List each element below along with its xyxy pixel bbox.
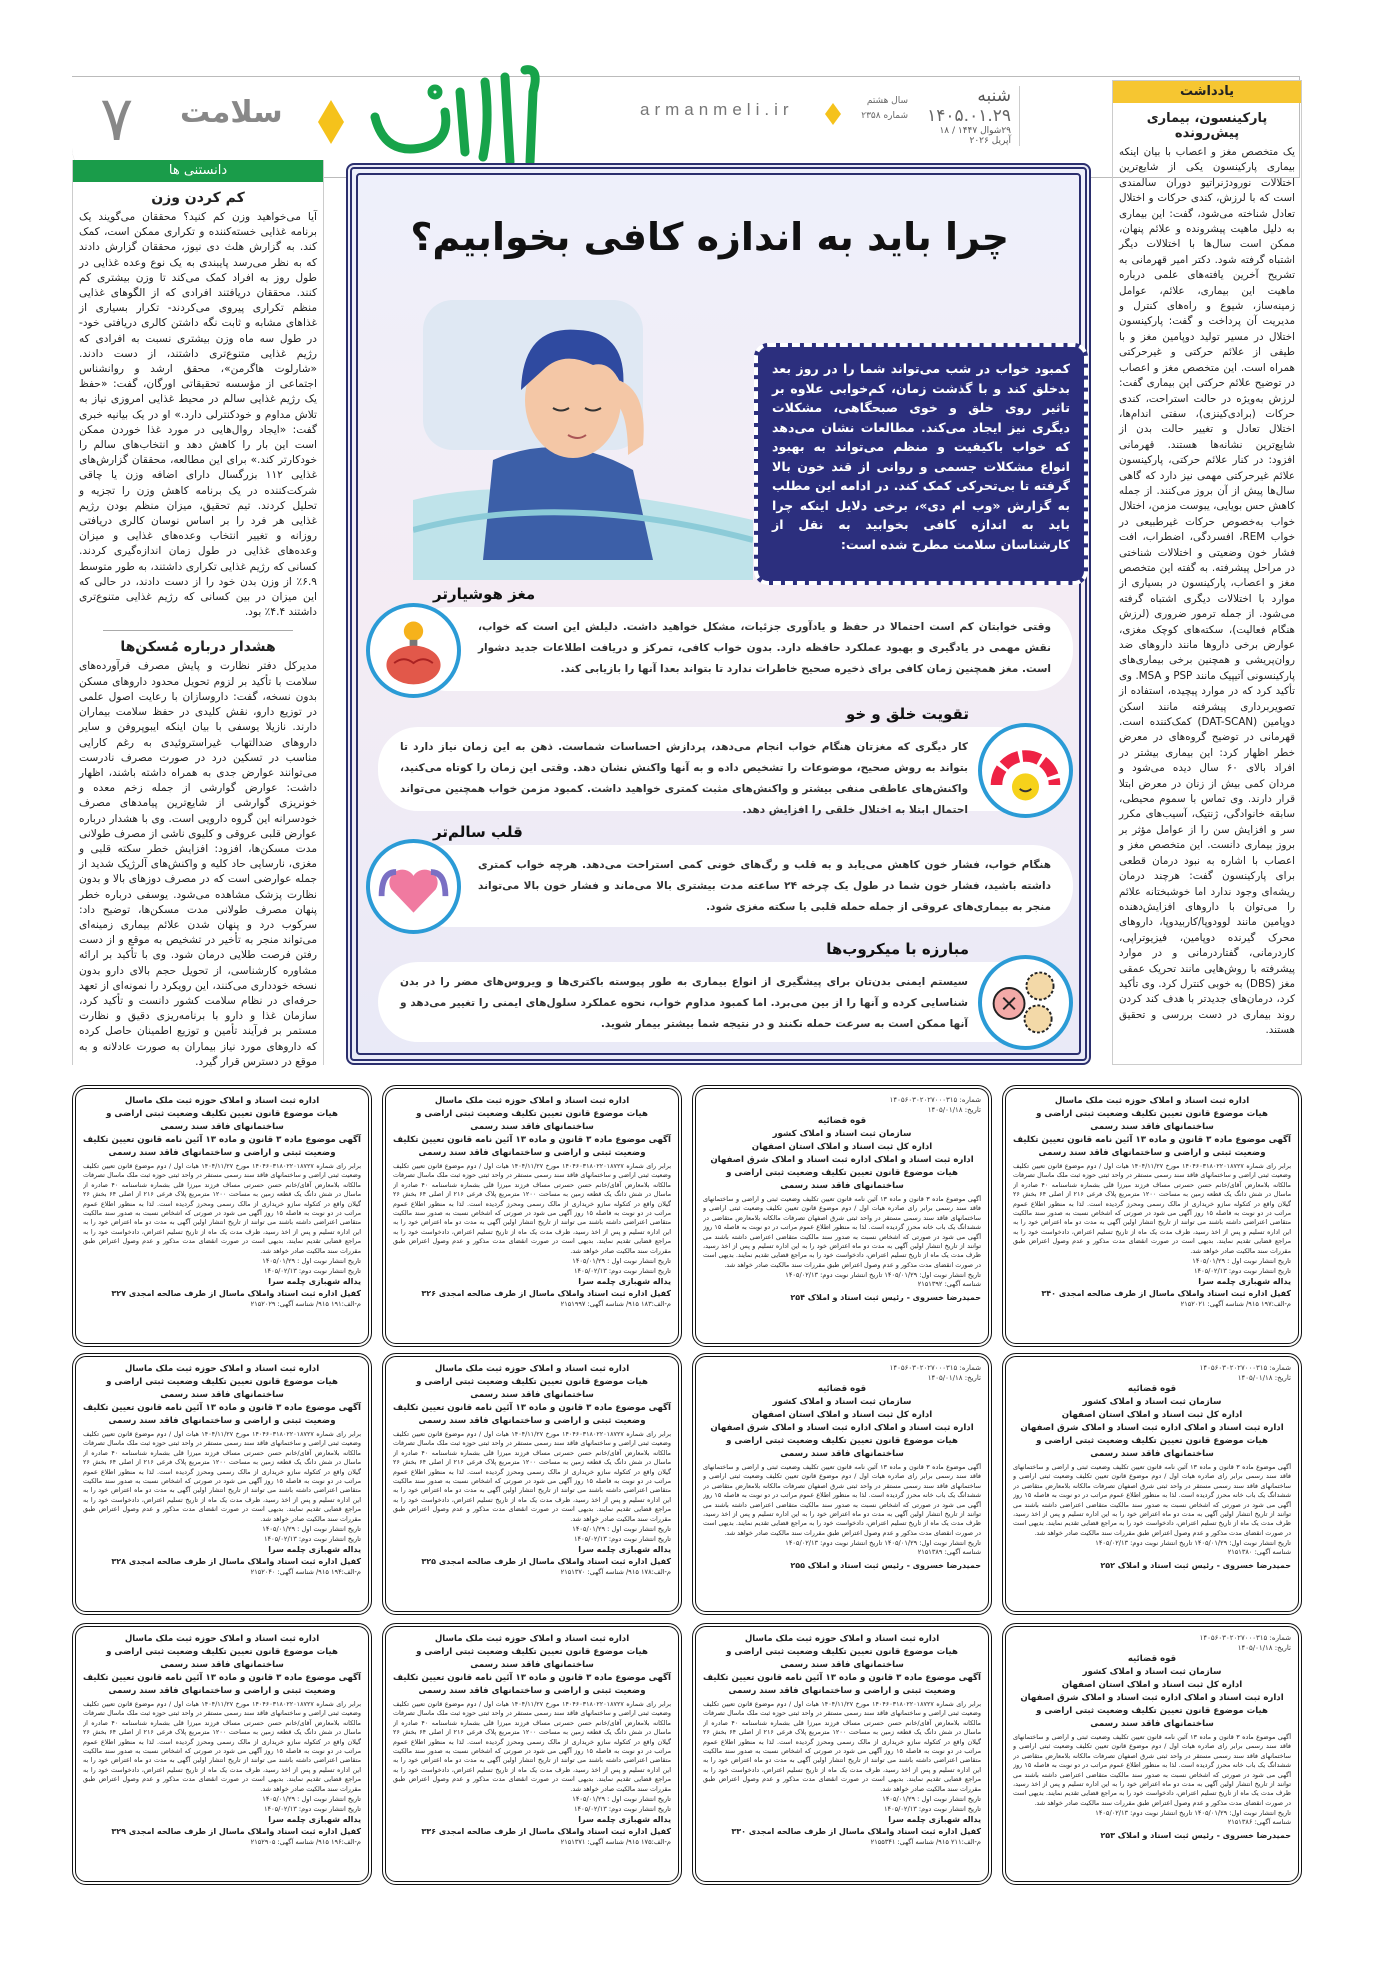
notice-code: ۳۲۹ [111, 1827, 127, 1837]
notice-heading: قوه قضائیه [817, 1116, 867, 1126]
notice-body: برابر رای شماره ۱۴۰۴۶۰۳۱۸۰۲۲۰۱۸۷۲۷ مورخ ۱۴۰۴/۱۱/۲۷ هیات اول / دوم موضوع قانون تعیین تکلیف وضعیت ثبتی اراضی و ساختمانهای فاقد سند رسمی مستقر در واحد ثبتی حوزه ثبت ملک ماسال تصرفات مالکانه بلامعارض آقای/خانم حسن حسرتی مساف فرزند میرزا قلی بشماره شناسنامه ۴۰ صادره از ماسال در شش دانگ یک قطعه زمین به مساحت ۱۲۰۰ مترمربع پلاک فرعی ۲۱۶ از اصلی ۶۴ بخش ۲۶ گیلان واقع در کتکوله سازو خریداری از مالک رسمی ومحرز گردیده است. لذا به منظور اطلاع عموم مراتب در دو نوبت به فاصله ۱۵ روز آگهی می شود در صورتی که اشخاص نسبت به صدور سند مالکیت متقاضی اعتراضی داشته باشند می توانند از تاریخ انتشار اولین آگهی به مدت دو ماه اعتراض خود را به این اداره تسلیم و پس از اخذ رسید، ظرف مدت یک ماه از تاریخ تسلیم اعتراض، دادخواست خود را به مراجع قضایی تقدیم نمایند. بدیهی است در صورت انقضای مدت مذکور و عدم وصول اعتراض طبق مقررات سند مالکیت صادر خواهد شد. [83, 1162, 361, 1255]
infographic [346, 163, 1091, 1065]
notice-heading: اداره ثبت اسناد و املاک حوزه ثبت ملک ماسال [434, 1096, 630, 1106]
intro-box: کمبود خواب در شب می‌تواند شما را در روز بعد بدخلق کند و با گذشت زمان، کم‌خوابی علاوه بر تاثیر روی خلق و خوی صبحگاهی، مشکلات دیگری نیز ایجاد می‌کند. مطالعات نشان می‌دهد که خواب باکیفیت و منظم می‌تواند به بهبود انواع مشکلات جسمی و روانی از قند خون بالا گرفته تا بی‌تحرکی کمک کند. در ادامه این مطلب به گزارش «وب ام دی»، برخی دلایل اینکه چرا باید به اندازه کافی بخوابید به نقل از کارشناسان سلامت مطرح شده است: [754, 343, 1088, 585]
notice-heading: هیات موضوع قانون تعیین تکلیف وضعیت ثبتی اراضی و ساختمانهای فاقد سند رسمی [726, 1168, 958, 1191]
notice-code: ۳۲۵ [421, 1557, 437, 1567]
notice-heading: قوه قضائیه [817, 1384, 867, 1394]
publish-date-2: تاریخ انتشار نوبت دوم: ۱۴۰۵/۰۲/۱۳ [1194, 1267, 1291, 1276]
notice-body: آگهی موضوع ماده ۳ قانون و ماده ۱۳ آئین نامه قانون تعیین تکلیف وضعیت ثبتی و اراضی و ساختمانهای فاقد سند رسمی برابر رای صادره هیات اول / دوم موضوع قانون تعیین تکلیف وضعیت ثبتی اراضی و ساختمانهای فاقد سند رسمی مستقر در واحد ثبتی شرق اصفهان تصرفات مالکانه بلامعارض متقاضی در ششدانگ یک باب خانه محرز گردیده است. لذا به منظور اطلاع عموم مراتب در دو نوبت به فاصله ۱۵ روز آگهی می شود در صورتی که اشخاص نسبت به صدور سند مالکیت متقاضی اعتراضی داشته باشند می توانند از تاریخ انتشار اولین آگهی به مدت دو ماه اعتراض خود را به این اداره تسلیم و پس از اخذ رسید، ظرف مدت یک ماه از تاریخ تسلیم اعتراض، دادخواست خود را به مراجع قضایی تقدیم نمایند. بدیهی است در صورت انقضای مدت مذکور و عدم وصول اعتراض طبق مقررات سند مالکیت صادر خواهد شد. [1013, 1733, 1291, 1807]
notice-heading: اداره کل ثبت اسناد و املاک استان اصفهان [751, 1142, 933, 1152]
notice-heading: سازمان ثبت اسناد و املاک کشور [772, 1397, 912, 1407]
section-card: کار دیگری که مغزتان هنگام خواب انجام می‌دهد، پردازش احساسات شماست. ذهن به این زمان نیاز دارد تا بتواند به روش صحیح، موضوعات را تشخیص داده و به آنها واکنش نشان دهد. وقتی این زمان را کوتاه می‌کنید، واکنش‌های عاطفی منفی بیشتر و واکنش‌های مثبت کمتری خواهید داشت. کمبود مزمن خواب همچنین می‌تواند احتمال ابتلا به اختلال خلقی را افزایش دهد. [378, 727, 1038, 811]
signer-name: یداله شهبازی چلمه سرا [578, 1277, 671, 1287]
section-title: قلب سالم‌تر [433, 823, 523, 841]
signer-role: کفیل اداره ثبت اسناد واملاک ماسال از طرف صالحه امجدی [438, 1557, 671, 1567]
notice-heading: اداره ثبت اسناد و املاک حوزه ثبت ملک ماسال [744, 1634, 940, 1644]
infographic-title: چرا باید به اندازه کافی بخوابیم؟ [410, 215, 1009, 259]
legal-notice [382, 1353, 682, 1615]
notice-footer: م-الف:۱۹۱ ۹۱۵/ شناسه آگهی: ۲۱۵۲۰۲۹ [250, 1300, 361, 1309]
notice-heading: سازمان ثبت اسناد و املاک کشور [1082, 1667, 1222, 1677]
weekday: شنبه [977, 86, 1011, 106]
legal-notice [382, 1085, 682, 1347]
page-number: ۷ [100, 82, 134, 155]
legal-notice [692, 1085, 992, 1347]
publish-date-1: تاریخ انتشار نوبت اول : ۱۴۰۵/۰۱/۲۹ [262, 1795, 361, 1804]
article-title: پارکینسون، بیماری پیش‌رونده [1146, 111, 1268, 141]
notice-heading: قوه قضائیه [1127, 1654, 1177, 1664]
notice-body: برابر رای شماره ۱۴۰۴۶۰۳۱۸۰۲۲۰۱۸۷۲۷ مورخ ۱۴۰۴/۱۱/۲۷ هیات اول / دوم موضوع قانون تعیین تکلیف وضعیت ثبتی اراضی و ساختمانهای فاقد سند رسمی مستقر در واحد ثبتی حوزه ثبت ملک ماسال تصرفات مالکانه بلامعارض آقای/خانم حسن حسرتی مساف فرزند میرزا قلی بشماره شناسنامه ۴۰ صادره از ماسال در شش دانگ یک قطعه زمین به مساحت ۱۲۰۰ مترمربع پلاک فرعی ۲۱۶ از اصلی ۶۴ بخش ۲۶ گیلان واقع در کتکوله سازو خریداری از مالک رسمی ومحرز گردیده است. لذا به منظور اطلاع عموم مراتب در دو نوبت به فاصله ۱۵ روز آگهی می شود در صورتی که اشخاص نسبت به صدور سند مالکیت متقاضی اعتراضی داشته باشند می توانند از تاریخ انتشار اولین آگهی به مدت دو ماه اعتراض خود را به این اداره تسلیم و پس از اخذ رسید، ظرف مدت یک ماه از تاریخ تسلیم اعتراض، دادخواست خود را به مراجع قضایی تقدیم نمایند. بدیهی است در صورت انقضای مدت مذکور و عدم وصول اعتراض طبق مقررات سند مالکیت صادر خواهد شد. [393, 1700, 671, 1793]
notice-footer: م-الف:۲۱۱ ۹۱۵/ شناسه آگهی: ۲۱۵۵۳۴۱ [870, 1838, 981, 1847]
notice-heading: هیات موضوع قانون تعیین تکلیف وضعیت ثبتی اراضی و ساختمانهای فاقد سند رسمی [726, 1436, 958, 1459]
notice-heading: هیات موضوع قانون تعیین تکلیف وضعیت ثبتی اراضی و ساختمانهای فاقد سند رسمی [1036, 1706, 1268, 1729]
section-card: هنگام خواب، فشار خون کاهش می‌یابد و به قلب و رگ‌های خونی کمی استراحت می‌دهد. هرچه خواب کمتری داشته باشید، فشار خون شما در طول یک چرخه ۲۴ ساعته مدت بیشتری بالا می‌ماند و فشار خون بالا می‌تواند منجر به بیماری‌های عروقی از جمله حمله قلبی یا سکته مغزی شود. [408, 845, 1073, 927]
notice-heading: هیات موضوع قانون تعیین تکلیف وضعیت ثبتی اراضی و ساختمانهای فاقد سند رسمی [1036, 1109, 1268, 1132]
section-title: مبارزه با میکروب‌ها [826, 940, 969, 958]
notice-body: برابر رای شماره ۱۴۰۴۶۰۳۱۸۰۲۲۰۱۸۷۲۷ مورخ ۱۴۰۴/۱۱/۲۷ هیات اول / دوم موضوع قانون تعیین تکلیف وضعیت ثبتی اراضی و ساختمانهای فاقد سند رسمی مستقر در واحد ثبتی حوزه ثبت ملک ماسال تصرفات مالکانه بلامعارض آقای/خانم حسن حسرتی مساف فرزند میرزا قلی بشماره شناسنامه ۴۰ صادره از ماسال در شش دانگ یک قطعه زمین به مساحت ۱۲۰۰ مترمربع پلاک فرعی ۲۱۶ از اصلی ۶۴ بخش ۲۶ گیلان واقع در کتکوله سازو خریداری از مالک رسمی ومحرز گردیده است. لذا به منظور اطلاع عموم مراتب در دو نوبت به فاصله ۱۵ روز آگهی می شود در صورتی که اشخاص نسبت به صدور سند مالکیت متقاضی اعتراضی داشته باشند می توانند از تاریخ انتشار اولین آگهی به مدت دو ماه اعتراض خود را به این اداره تسلیم و پس از اخذ رسید، ظرف مدت یک ماه از تاریخ تسلیم اعتراض، دادخواست خود را به مراجع قضایی تقدیم نمایند. بدیهی است در صورت انقضای مدت مذکور و عدم وصول اعتراض طبق مقررات سند مالکیت صادر خواهد شد. [393, 1430, 671, 1523]
divider [103, 630, 293, 631]
notice-body: برابر رای شماره ۱۴۰۴۶۰۳۱۸۰۲۲۰۱۸۷۲۷ مورخ ۱۴۰۴/۱۱/۲۷ هیات اول / دوم موضوع قانون تعیین تکلیف وضعیت ثبتی اراضی و ساختمانهای فاقد سند رسمی مستقر در واحد ثبتی حوزه ثبت ملک ماسال تصرفات مالکانه بلامعارض آقای/خانم حسن حسرتی مساف فرزند میرزا قلی بشماره شناسنامه ۴۰ صادره از ماسال در شش دانگ یک قطعه زمین به مساحت ۱۲۰۰ مترمربع پلاک فرعی ۲۱۶ از اصلی ۶۴ بخش ۲۶ گیلان واقع در کتکوله سازو خریداری از مالک رسمی ومحرز گردیده است. لذا به منظور اطلاع عموم مراتب در دو نوبت به فاصله ۱۵ روز آگهی می شود در صورتی که اشخاص نسبت به صدور سند مالکیت متقاضی اعتراضی داشته باشند می توانند از تاریخ انتشار اولین آگهی به مدت دو ماه اعتراض خود را به این اداره تسلیم و پس از اخذ رسید، ظرف مدت یک ماه از تاریخ تسلیم اعتراض، دادخواست خود را به مراجع قضایی تقدیم نمایند. بدیهی است در صورت انقضای مدت مذکور و عدم وصول اعتراض طبق مقررات سند مالکیت صادر خواهد شد. [703, 1700, 981, 1793]
notice-heading: هیات موضوع قانون تعیین تکلیف وضعیت ثبتی اراضی و ساختمانهای فاقد سند رسمی [1036, 1436, 1268, 1459]
publish-date-2: تاریخ انتشار نوبت دوم: ۱۴۰۵/۰۲/۱۳ [264, 1267, 361, 1276]
ref-date: تاریخ: ۱۴۰۵/۰۱/۱۸ [927, 1374, 981, 1382]
notice-heading: آگهی موضوع ماده ۳ قانون و ماده ۱۳ آئین نامه قانون تعیین تکلیف وضعیت ثبتی و اراضی و ساختمانهای فاقد سند رسمی [393, 1135, 671, 1158]
notice-heading: آگهی موضوع ماده ۳ قانون و ماده ۱۳ آئین نامه قانون تعیین تکلیف وضعیت ثبتی و اراضی و ساختمانهای فاقد سند رسمی [83, 1673, 361, 1696]
notice-heading: آگهی موضوع ماده ۳ قانون و ماده ۱۳ آئین نامه قانون تعیین تکلیف وضعیت ثبتی و اراضی و ساختمانهای فاقد سند رسمی [393, 1403, 671, 1426]
section-name: سلامت [180, 95, 283, 130]
notice-footer: شناسه آگهی: ۲۱۵۱۳۸۹ [917, 1548, 981, 1557]
legal-notice [692, 1623, 992, 1885]
notice-code: ۳۳۶ [421, 1827, 437, 1837]
publish-date-1: تاریخ انتشار نوبت اول : ۱۴۰۵/۰۱/۲۹ [572, 1257, 671, 1266]
sleeping-man-illustration [413, 270, 753, 580]
publish-dates: تاریخ انتشار نوبت اول: ۱۴۰۵/۰۱/۲۹ تاریخ انتشار نوبت دوم: ۱۴۰۵/۰۲/۱۳ [1095, 1809, 1291, 1818]
notice-heading: اداره ثبت اسناد و املاک حوزه ثبت ملک ماسال [434, 1634, 630, 1644]
signer-role: کفیل اداره ثبت اسناد واملاک ماسال از طرف صالحه امجدی [748, 1827, 981, 1837]
legal-notice [1002, 1353, 1302, 1615]
notice-code: ۳۲۸ [111, 1557, 127, 1567]
date-block [920, 86, 1020, 146]
notice-heading: آگهی موضوع ماده ۳ قانون و ماده ۱۳ آئین نامه قانون تعیین تکلیف وضعیت ثبتی و اراضی و ساختمانهای فاقد سند رسمی [703, 1673, 981, 1696]
notice-heading: سازمان ثبت اسناد و املاک کشور [772, 1129, 912, 1139]
year-label: سال هشتم [866, 96, 908, 106]
ref-number: شماره: ۱۴۰۵۶۰۳۰۲۰۲۷۰۰۰۳۱۵ [1199, 1364, 1291, 1372]
notice-footer: م-الف:۱۹۴ ۹۱۵/ شناسه آگهی: ۲۱۵۲۰۴۰ [250, 1568, 361, 1577]
notice-body: آگهی موضوع ماده ۳ قانون و ماده ۱۳ آئین نامه قانون تعیین تکلیف وضعیت ثبتی و اراضی و ساختمانهای فاقد سند رسمی برابر رای صادره هیات اول / دوم موضوع قانون تعیین تکلیف وضعیت ثبتی اراضی و ساختمانهای فاقد سند رسمی مستقر در واحد ثبتی شرق اصفهان تصرفات مالکانه بلامعارض متقاضی در ششدانگ یک باب خانه محرز گردیده است. لذا به منظور اطلاع عموم مراتب در دو نوبت به فاصله ۱۵ روز آگهی می شود در صورتی که اشخاص نسبت به صدور سند مالکیت متقاضی اعتراضی داشته باشند می توانند از تاریخ انتشار اولین آگهی به مدت دو ماه اعتراض خود را به این اداره تسلیم و پس از اخذ رسید، ظرف مدت یک ماه از تاریخ تسلیم اعتراض، دادخواست خود را به مراجع قضایی تقدیم نمایند. بدیهی است در صورت انقضای مدت مذکور و عدم وصول اعتراض طبق مقررات سند مالکیت صادر خواهد شد. [703, 1195, 981, 1269]
notice-body: آگهی موضوع ماده ۳ قانون و ماده ۱۳ آئین نامه قانون تعیین تکلیف وضعیت ثبتی و اراضی و ساختمانهای فاقد سند رسمی برابر رای صادره هیات اول / دوم موضوع قانون تعیین تکلیف وضعیت ثبتی اراضی و ساختمانهای فاقد سند رسمی مستقر در واحد ثبتی شرق اصفهان تصرفات مالکانه بلامعارض متقاضی در ششدانگ یک باب خانه محرز گردیده است. لذا به منظور اطلاع عموم مراتب در دو نوبت به فاصله ۱۵ روز آگهی می شود در صورتی که اشخاص نسبت به صدور سند مالکیت متقاضی اعتراضی داشته باشند می توانند از تاریخ انتشار اولین آگهی به مدت دو ماه اعتراض خود را به این اداره تسلیم و پس از اخذ رسید، ظرف مدت یک ماه از تاریخ تسلیم اعتراض، دادخواست خود را به مراجع قضایی تقدیم نمایند. بدیهی است در صورت انقضای مدت مذکور و عدم وصول اعتراض طبق مقررات سند مالکیت صادر خواهد شد. [703, 1463, 981, 1537]
notice-heading: اداره ثبت اسناد و املاک حوزه ثبت ملک ماسال [434, 1364, 630, 1374]
legal-notice [692, 1353, 992, 1615]
signer-name: حمیدرضا خسروی - رئیس ثبت اسناد و املاک [1117, 1831, 1291, 1841]
section-title: مغز هوشیارتر [433, 585, 536, 603]
notice-heading: هیات موضوع قانون تعیین تکلیف وضعیت ثبتی اراضی و ساختمانهای فاقد سند رسمی [106, 1377, 338, 1400]
publish-date-2: تاریخ انتشار نوبت دوم: ۱۴۰۵/۰۲/۱۳ [884, 1805, 981, 1814]
strong-heart-icon [366, 839, 461, 934]
notice-body: برابر رای شماره ۱۴۰۴۶۰۳۱۸۰۲۲۰۱۸۷۲۷ مورخ ۱۴۰۴/۱۱/۲۷ هیات اول / دوم موضوع قانون تعیین تکلیف وضعیت ثبتی اراضی و ساختمانهای فاقد سند رسمی مستقر در واحد ثبتی حوزه ثبت ملک ماسال تصرفات مالکانه بلامعارض آقای/خانم حسن حسرتی مساف فرزند میرزا قلی بشماره شناسنامه ۴۰ صادره از ماسال در شش دانگ یک قطعه زمین به مساحت ۱۲۰۰ مترمربع پلاک فرعی ۲۱۶ از اصلی ۶۴ بخش ۲۶ گیلان واقع در کتکوله سازو خریداری از مالک رسمی ومحرز گردیده است. لذا به منظور اطلاع عموم مراتب در دو نوبت به فاصله ۱۵ روز آگهی می شود در صورتی که اشخاص نسبت به صدور سند مالکیت متقاضی اعتراضی داشته باشند می توانند از تاریخ انتشار اولین آگهی به مدت دو ماه اعتراض خود را به این اداره تسلیم و پس از اخذ رسید، ظرف مدت یک ماه از تاریخ تسلیم اعتراض، دادخواست خود را به مراجع قضایی تقدیم نمایند. بدیهی است در صورت انقضای مدت مذکور و عدم وصول اعتراض طبق مقررات سند مالکیت صادر خواهد شد. [1013, 1162, 1291, 1255]
signer-role: کفیل اداره ثبت اسناد واملاک ماسال از طرف صالحه امجدی [438, 1827, 671, 1837]
notice-heading: اداره ثبت اسناد و املاک حوزه ثبت ملک ماسال [1054, 1096, 1250, 1106]
logo-calligraphy-icon [365, 62, 545, 172]
notice-body: آگهی موضوع ماده ۳ قانون و ماده ۱۳ آئین نامه قانون تعیین تکلیف وضعیت ثبتی و اراضی و ساختمانهای فاقد سند رسمی برابر رای صادره هیات اول / دوم موضوع قانون تعیین تکلیف وضعیت ثبتی اراضی و ساختمانهای فاقد سند رسمی مستقر در واحد ثبتی شرق اصفهان تصرفات مالکانه بلامعارض متقاضی در ششدانگ یک باب خانه محرز گردیده است. لذا به منظور اطلاع عموم مراتب در دو نوبت به فاصله ۱۵ روز آگهی می شود در صورتی که اشخاص نسبت به صدور سند مالکیت متقاضی اعتراضی داشته باشند می توانند از تاریخ انتشار اولین آگهی به مدت دو ماه اعتراض خود را به این اداره تسلیم و پس از اخذ رسید، ظرف مدت یک ماه از تاریخ تسلیم اعتراض، دادخواست خود را به مراجع قضایی تقدیم نمایند. بدیهی است در صورت انقضای مدت مذکور و عدم وصول اعتراض طبق مقررات سند مالکیت صادر خواهد شد. [1013, 1463, 1291, 1537]
notice-code: ۲۵۲ [1100, 1561, 1115, 1571]
notice-heading: هیات موضوع قانون تعیین تکلیف وضعیت ثبتی اراضی و ساختمانهای فاقد سند رسمی [726, 1647, 958, 1670]
notice-heading: هیات موضوع قانون تعیین تکلیف وضعیت ثبتی اراضی و ساختمانهای فاقد سند رسمی [416, 1109, 648, 1132]
signer-role: کفیل اداره ثبت اسناد واملاک ماسال از طرف صالحه امجدی [128, 1289, 361, 1299]
notice-body: برابر رای شماره ۱۴۰۴۶۰۳۱۸۰۲۲۰۱۸۷۲۷ مورخ ۱۴۰۴/۱۱/۲۷ هیات اول / دوم موضوع قانون تعیین تکلیف وضعیت ثبتی اراضی و ساختمانهای فاقد سند رسمی مستقر در واحد ثبتی حوزه ثبت ملک ماسال تصرفات مالکانه بلامعارض آقای/خانم حسن حسرتی مساف فرزند میرزا قلی بشماره شناسنامه ۴۰ صادره از ماسال در شش دانگ یک قطعه زمین به مساحت ۱۲۰۰ مترمربع پلاک فرعی ۲۱۶ از اصلی ۶۴ بخش ۲۶ گیلان واقع در کتکوله سازو خریداری از مالک رسمی ومحرز گردیده است. لذا به منظور اطلاع عموم مراتب در دو نوبت به فاصله ۱۵ روز آگهی می شود در صورتی که اشخاص نسبت به صدور سند مالکیت متقاضی اعتراضی داشته باشند می توانند از تاریخ انتشار اولین آگهی به مدت دو ماه اعتراض خود را به این اداره تسلیم و پس از اخذ رسید، ظرف مدت یک ماه از تاریخ تسلیم اعتراض، دادخواست خود را به مراجع قضایی تقدیم نمایند. بدیهی است در صورت انقضای مدت مذکور و عدم وصول اعتراض طبق مقررات سند مالکیت صادر خواهد شد. [83, 1430, 361, 1523]
website-url[interactable]: armanmeli.ir [640, 100, 794, 119]
notice-footer: شناسه آگهی: ۲۱۵۱۳۸۰ [1227, 1548, 1291, 1557]
notice-code: ۳۳۰ [731, 1827, 747, 1837]
notice-code: ۳۴۰ [1041, 1289, 1057, 1299]
brain-lightbulb-icon [366, 603, 461, 698]
signer-name: یداله شهبازی چلمه سرا [888, 1815, 981, 1825]
notice-footer: م-الف:۱۷۸ ۹۱۵/ شناسه آگهی: ۲۱۵۱۳۷۰ [560, 1568, 671, 1577]
legal-notice [1002, 1085, 1302, 1347]
publish-date-2: تاریخ انتشار نوبت دوم: ۱۴۰۵/۰۲/۱۳ [574, 1267, 671, 1276]
article-body: مدیرکل دفتر نظارت و پایش مصرف فرآورده‌های سلامت با تأکید بر لزوم تحویل محدود داروهای مسکن بدون نسخه، گفت: داروسازان با رعایت اصول علمی در توزیع دارو، نقش کلیدی در حفظ سلامت بیماران دارند. نازیلا یوسفی با بیان اینکه ایبوپروفن و سایر داروهای ضدالتهاب غیراستروئیدی به رغم کارایی مناسب در تسکین درد در صورت مصرف نادرست می‌توانند عوارض جدی به همراه داشته باشند، اظهار داشت: عوارض گوارشی از جمله زخم معده و خونریزی گوارشی از شایع‌ترین پیامدهای مصرف خودسرانه این گروه دارویی است. وی با هشدار درباره عوارض قلبی عروقی و کلیوی ناشی از مصرف طولانی مدت مسکن‌ها، افزود: افزایش خطر سکته قلبی و مغزی، نارسایی حاد کلیه و واکنش‌های آلرژیک شدید از جمله عوارضی است که در مصرف دوزهای بالا و بدون نظارت پزشک مشاهده می‌شود. یوسفی درباره خطر پنهان مصرف طولانی مدت مسکن‌ها، توضیح داد: سرکوب درد و پنهان شدن علائم بیماری زمینه‌ای می‌تواند منجر به تأخیر در تشخیص به موقع و از دست رفتن فرصت طلایی درمان شود. وی با تأکید بر ارائه مشاوره کارشناسی، از تحویل حجم بالای دارو بدون نسخه خودداری می‌کنند، این رویکرد را نمونه‌ای از تعهد حرفه‌ای در نظام سلامت کشور دانست و تأکید کرد، سازمان غذا و دارو با برنامه‌ریزی دقیق و نظارت مستمر بر فرآیند تأمین و توزیع اطمینان حاصل کرده که داروهای مورد نیاز بیماران به صورت عادلانه و به موقع در دسترس قرار گیرد. [79, 660, 317, 1068]
signer-name: حمیدرضا خسروی - رئیس ثبت اسناد و املاک [807, 1293, 981, 1303]
notice-heading: اداره ثبت اسناد و املاک حوزه ثبت ملک ماسال [124, 1364, 320, 1374]
publish-date-2: تاریخ انتشار نوبت دوم: ۱۴۰۵/۰۲/۱۳ [574, 1805, 671, 1814]
notice-heading: اداره ثبت اسناد و املاک اداره ثبت اسناد و املاک شرق اصفهان [1020, 1693, 1284, 1703]
publish-date-2: تاریخ انتشار نوبت دوم: ۱۴۰۵/۰۲/۱۳ [264, 1535, 361, 1544]
notice-footer: شناسه آگهی: ۲۱۵۱۳۸۶ [1227, 1818, 1291, 1827]
notice-heading: اداره ثبت اسناد و املاک اداره ثبت اسناد و املاک شرق اصفهان [710, 1155, 974, 1165]
signer-name: یداله شهبازی چلمه سرا [268, 1277, 361, 1287]
signer-role: کفیل اداره ثبت اسناد واملاک ماسال از طرف صالحه امجدی [128, 1557, 361, 1567]
issue-number: شماره ۲۳۵۸ [861, 111, 908, 121]
notice-heading: آگهی موضوع ماده ۳ قانون و ماده ۱۳ آئین نامه قانون تعیین تکلیف وضعیت ثبتی و اراضی و ساختمانهای فاقد سند رسمی [83, 1403, 361, 1426]
signer-role: کفیل اداره ثبت اسناد واملاک ماسال از طرف صالحه امجدی [1058, 1289, 1291, 1299]
notice-code: ۳۲۶ [421, 1289, 437, 1299]
notice-footer: م-الف:۱۹۷ ۹۱۵/ شناسه آگهی: ۲۱۵۲۰۲۱ [1180, 1300, 1291, 1309]
issue-info [848, 94, 908, 124]
section-card: سیستم ایمنی بدن‌تان برای پیشگیری از انواع بیماری به طور پیوسته باکتری‌ها و ویروس‌های مضر را در بدن شناسایی کرده و آنها را از بین می‌برد. اما کمبود مداوم خواب، نحوه عملکرد سلول‌های ایمنی را تغییر می‌دهد و آنها ممکن است به سرعت حمله نکنند و در نتیجه شما بیشتر بیمار شوید. [378, 962, 1038, 1042]
legal-notice [382, 1623, 682, 1885]
facts-column [72, 160, 324, 1068]
newspaper-logo [365, 62, 545, 172]
publish-dates: تاریخ انتشار نوبت اول: ۱۴۰۵/۰۱/۲۹ تاریخ انتشار نوبت دوم: ۱۴۰۵/۰۲/۱۳ [785, 1271, 981, 1280]
signer-name: یداله شهبازی چلمه سرا [268, 1815, 361, 1825]
notice-heading: سازمان ثبت اسناد و املاک کشور [1082, 1397, 1222, 1407]
notice-heading: آگهی موضوع ماده ۳ قانون و ماده ۱۳ آئین نامه قانون تعیین تکلیف وضعیت ثبتی و اراضی و ساختمانهای فاقد سند رسمی [393, 1673, 671, 1696]
section-title: تقویت خلق و خو [845, 705, 969, 723]
article-title: هشدار درباره مُسکن‌ها [120, 639, 276, 656]
notice-body: برابر رای شماره ۱۴۰۴۶۰۳۱۸۰۲۲۰۱۸۷۲۷ مورخ ۱۴۰۴/۱۱/۲۷ هیات اول / دوم موضوع قانون تعیین تکلیف وضعیت ثبتی اراضی و ساختمانهای فاقد سند رسمی مستقر در واحد ثبتی حوزه ثبت ملک ماسال تصرفات مالکانه بلامعارض آقای/خانم حسن حسرتی مساف فرزند میرزا قلی بشماره شناسنامه ۴۰ صادره از ماسال در شش دانگ یک قطعه زمین به مساحت ۱۲۰۰ مترمربع پلاک فرعی ۲۱۶ از اصلی ۶۴ بخش ۲۶ گیلان واقع در کتکوله سازو خریداری از مالک رسمی ومحرز گردیده است. لذا به منظور اطلاع عموم مراتب در دو نوبت به فاصله ۱۵ روز آگهی می شود در صورتی که اشخاص نسبت به صدور سند مالکیت متقاضی اعتراضی داشته باشند می توانند از تاریخ انتشار اولین آگهی به مدت دو ماه اعتراض خود را به این اداره تسلیم و پس از اخذ رسید، ظرف مدت یک ماه از تاریخ تسلیم اعتراض، دادخواست خود را به مراجع قضایی تقدیم نمایند. بدیهی است در صورت انقضای مدت مذکور و عدم وصول اعتراض طبق مقررات سند مالکیت صادر خواهد شد. [83, 1700, 361, 1793]
signer-name: حمیدرضا خسروی - رئیس ثبت اسناد و املاک [807, 1561, 981, 1571]
article-body: آیا می‌خواهید وزن کم کنید؟ محققان می‌گویند یک برنامه غذایی خسته‌کننده و تکراری ممکن است، کمک کند. به گزارش هلث دی نیوز، محققان گزارش دادند که به نظر می‌رسد پایبندی به یک نوع وعده غذایی در طول روز به افراد کمک می‌کند تا وزن بیشتری کم کنند. محققان دریافتند افرادی که از الگوهای غذایی منظم تکراری پیروی می‌کردند- تکرار بسیاری از غذاهای مشابه و ثابت نگه داشتن کالری دریافتی خود- در طول سه ماه وزن بیشتری نسبت به افرادی که رژیم غذایی متنوع‌تری داشتند، از دست دادند. «شارلوت هاگرمن»، محقق ارشد و روانشناس اجتماعی از مؤسسه تحقیقاتی اورگان، گفت: «حفظ یک رژیم غذایی سالم در محیط غذایی امروزی نیاز به تلاش مداوم و خودکنترلی دارد.» او در یک بیانیه خبری گفت: «ایجاد روال‌هایی در مورد غذا خوردن ممکن است این بار را کاهش دهد و انتخاب‌های سالم را خودکارتر کند.» برای این مطالعه، محققان گزارش‌های غذایی ۱۱۲ بزرگسال دارای اضافه وزن یا چاقی شرکت‌کننده در یک برنامه کاهش وزن را تجزیه و تحلیل کردند. تیم تحقیق، میزان منظم بودن رژیم غذایی هر فرد را بر اساس نوسان کالری دریافتی روزانه و تغییر انتخاب وعده‌های غذایی و میزان وعده‌های غذایی در طول زمان اندازه‌گیری کردند. کسانی که رژیم غذایی تکراری داشتند، به طور متوسط ۶.۹٪ از وزن بدن خود را از دست دادند، در حالی که این میزان در بین کسانی که رژیم غذایی متنوع‌تری داشتند ۴.۴٪ بود. [79, 211, 317, 619]
date-shamsi: ۱۴۰۵.۰۱.۲۹ [927, 106, 1011, 126]
infographic-frame [356, 173, 1081, 1055]
publish-date-2: تاریخ انتشار نوبت دوم: ۱۴۰۵/۰۲/۱۳ [264, 1805, 361, 1814]
article-title: کم کردن وزن [151, 190, 245, 206]
ref-date: تاریخ: ۱۴۰۵/۰۱/۱۸ [1237, 1644, 1291, 1652]
section-card: وقتی خوابتان کم است احتمالا در حفظ و یادآوری جزئیات، مشکل خواهید داشت. دلیلش این است که خواب، نقش مهمی در یادگیری و بهبود عملکرد حافظه دارد. بدون خواب کافی، تمرکز و دریافت اطلاعات جدید دشوار است. مغز همچنین زمان کافی برای ذخیره صحیح خاطرات ندارد تا بتواند بعدا آنها را بازیابی کند. [408, 607, 1073, 691]
mood-meter-icon [978, 723, 1073, 818]
signer-name: حمیدرضا خسروی - رئیس ثبت اسناد و املاک [1117, 1561, 1291, 1571]
notice-footer: م-الف:۱۹۶ ۹۱۵/ شناسه آگهی: ۲۱۵۲۹۰۵ [250, 1838, 361, 1847]
notice-footer: م-الف:۱۸۳ ۹۱۵/ شناسه آگهی: ۲۱۵۱۹۹۷ [560, 1300, 671, 1309]
ref-number: شماره: ۱۴۰۵۶۰۳۰۲۰۲۷۰۰۰۳۱۵ [889, 1364, 981, 1372]
publish-date-1: تاریخ انتشار نوبت اول : ۱۴۰۵/۰۱/۲۹ [572, 1525, 671, 1534]
germs-icon [978, 955, 1073, 1050]
ref-date: تاریخ: ۱۴۰۵/۰۱/۱۸ [927, 1106, 981, 1114]
publish-dates: تاریخ انتشار نوبت اول: ۱۴۰۵/۰۱/۲۹ تاریخ انتشار نوبت دوم: ۱۴۰۵/۰۲/۱۳ [1095, 1539, 1291, 1548]
notice-heading: هیات موضوع قانون تعیین تکلیف وضعیت ثبتی اراضی و ساختمانهای فاقد سند رسمی [106, 1647, 338, 1670]
publish-date-1: تاریخ انتشار نوبت اول : ۱۴۰۵/۰۱/۲۹ [262, 1257, 361, 1266]
legal-notice [72, 1353, 372, 1615]
notice-code: ۲۵۵ [790, 1561, 805, 1571]
notice-heading: آگهی موضوع ماده ۳ قانون و ماده ۱۳ آئین نامه قانون تعیین تکلیف وضعیت ثبتی و اراضی و ساختمانهای فاقد سند رسمی [83, 1135, 361, 1158]
publish-date-1: تاریخ انتشار نوبت اول : ۱۴۰۵/۰۱/۲۹ [262, 1525, 361, 1534]
notice-heading: اداره کل ثبت اسناد و املاک استان اصفهان [751, 1410, 933, 1420]
legal-notice [72, 1085, 372, 1347]
notice-footer: شناسه آگهی: ۲۱۵۱۳۹۲ [917, 1280, 981, 1289]
notice-heading: اداره ثبت اسناد و املاک حوزه ثبت ملک ماسال [124, 1096, 320, 1106]
notice-heading: اداره ثبت اسناد و املاک اداره ثبت اسناد و املاک شرق اصفهان [1020, 1423, 1284, 1433]
publish-date-1: تاریخ انتشار نوبت اول : ۱۴۰۵/۰۱/۲۹ [882, 1795, 981, 1804]
notice-heading: اداره ثبت اسناد و املاک حوزه ثبت ملک ماسال [124, 1634, 320, 1644]
column-label: یادداشت [1113, 81, 1301, 103]
column-label: دانستنی ها [73, 160, 323, 182]
publish-date-2: تاریخ انتشار نوبت دوم: ۱۴۰۵/۰۲/۱۳ [574, 1535, 671, 1544]
publish-date-1: تاریخ انتشار نوبت اول : ۱۴۰۵/۰۱/۲۹ [1192, 1257, 1291, 1266]
notice-heading: اداره کل ثبت اسناد و املاک استان اصفهان [1061, 1680, 1243, 1690]
publish-dates: تاریخ انتشار نوبت اول: ۱۴۰۵/۰۱/۲۹ تاریخ انتشار نوبت دوم: ۱۴۰۵/۰۲/۱۳ [785, 1539, 981, 1548]
notice-heading: اداره کل ثبت اسناد و املاک استان اصفهان [1061, 1410, 1243, 1420]
ref-date: تاریخ: ۱۴۰۵/۰۱/۱۸ [1237, 1374, 1291, 1382]
notice-heading: هیات موضوع قانون تعیین تکلیف وضعیت ثبتی اراضی و ساختمانهای فاقد سند رسمی [106, 1109, 338, 1132]
notice-heading: هیات موضوع قانون تعیین تکلیف وضعیت ثبتی اراضی و ساختمانهای فاقد سند رسمی [416, 1647, 648, 1670]
signer-name: یداله شهبازی چلمه سرا [578, 1815, 671, 1825]
notice-heading: هیات موضوع قانون تعیین تکلیف وضعیت ثبتی اراضی و ساختمانهای فاقد سند رسمی [416, 1377, 648, 1400]
legal-notice [1002, 1623, 1302, 1885]
date-other: ۲۹شوال ۱۴۴۷ / ۱۸ آپریل ۲۰۲۶ [939, 126, 1011, 146]
signer-name: یداله شهبازی چلمه سرا [578, 1545, 671, 1555]
note-column [1112, 80, 1302, 1065]
signer-name: یداله شهبازی چلمه سرا [268, 1545, 361, 1555]
notice-code: ۲۵۳ [1100, 1831, 1115, 1841]
ref-number: شماره: ۱۴۰۵۶۰۳۰۲۰۲۷۰۰۰۳۱۵ [1199, 1634, 1291, 1642]
signer-role: کفیل اداره ثبت اسناد واملاک ماسال از طرف صالحه امجدی [438, 1289, 671, 1299]
article-body: یک متخصص مغز و اعصاب با بیان اینکه بیماری پارکینسون یکی از شایع‌ترین اختلالات نورودژنراتیو دوران سالمندی است که با لرزش، کندی حرکات و اختلال تعادل شناخته می‌شود، گفت: این بیماری به دلیل ماهیت پیشرونده و علائم پنهان، ممکن است سال‌ها با اختلالات دیگر اشتباه گرفته شود. دکتر امیر قهرمانی به تشریح آخرین یافته‌های علمی درباره ماهیت این بیماری، علائم، عوامل زمینه‌ساز، شیوع و راه‌های کنترل و مدیریت آن پرداخت و گفت: پارکینسون اختلال در مسیر تولید دوپامین مغز و با طیفی از علائم حرکتی و غیرحرکتی همراه است. این متخصص مغز و اعصاب در توضیح علائم حرکتی این بیماری گفت: لرزش به‌ویژه در حالت استراحت، کندی حرکات (برادی‌کینزی)، سفتی اندام‌ها، اختلال تعادل و تغییر حالت بدن از شایع‌ترین نشانه‌ها هستند. قهرمانی افزود: در کنار علائم حرکتی، پارکینسون علائم غیرحرکتی مهمی نیز دارد که گاهی سال‌ها پیش از آن بروز می‌کنند. از جمله کاهش حس بویایی، یبوست مزمن، اختلال خواب به‌خصوص حرکات غیرطبیعی در خواب REM، افسردگی، اضطراب، افت فشار خون وضعیتی و اختلالات شناختی در مراحل پیشرفته. به گفته این متخصص مغز و اعصاب، پارکینسون در بسیاری از موارد با اختلالات دیگری اشتباه گرفته می‌شود. از جمله ترمور ضروری (لرزش هنگام فعالیت)، سکته‌های کوچک مغزی، عوارض برخی داروها مانند داروهای ضد روان‌پریشی و همچنین برخی بیماری‌های پارکینسونی آتیپیک مانند PSP و MSA. وی تأکید کرد که در موارد پیچیده، استفاده از تصویربرداری پیشرفته مانند اسکن دوپامین (DAT-SCAN) کمک‌کننده است. قهرمانی در توضیح گروه‌های در معرض خطر اظهار کرد: این بیماری بیشتر در افراد بالای ۶۰ سال دیده می‌شود و مردان کمی بیش از زنان در معرض ابتلا قرار دارند. وی تماس با سموم محیطی، سابقه خانوادگی، ژنتیک، آسیب‌های مکرر سر و افزایش سن را از عوامل مؤثر بر بروز بیماری دانست. این متخصص مغز و اعصاب با اشاره به نبود درمان قطعی برای پارکینسون گفت: هرچند درمان ریشه‌ای وجود ندارد اما خوشبختانه علائم را می‌توان با داروهای افزایش‌دهنده دوپامین مانند لوودوپا/کاربیدوپا، داروهای محرک گیرنده دوپامین، فیزیوتراپی، کاردرمانی، گفتاردرمانی و در موارد پیشرفته با روش‌هایی مانند تحریک عمقی مغز (DBS) به خوبی کنترل کرد. وی تأکید کرد، درمان‌های جدیدتر با هدف کند کردن روند بیماری در دست بررسی و تحقیق هستند. [1119, 146, 1295, 1037]
notice-code: ۲۵۴ [790, 1293, 805, 1303]
publish-date-1: تاریخ انتشار نوبت اول : ۱۴۰۵/۰۱/۲۹ [572, 1795, 671, 1804]
notice-heading: آگهی موضوع ماده ۳ قانون و ماده ۱۳ آئین نامه قانون تعیین تکلیف وضعیت ثبتی و اراضی و ساختمانهای فاقد سند رسمی [1013, 1135, 1291, 1158]
notice-code: ۳۲۷ [111, 1289, 127, 1299]
notice-heading: اداره ثبت اسناد و املاک اداره ثبت اسناد و املاک شرق اصفهان [710, 1423, 974, 1433]
signer-name: یداله شهبازی چلمه سرا [1198, 1277, 1291, 1287]
notice-heading: قوه قضائیه [1127, 1384, 1177, 1394]
legal-notice [72, 1623, 372, 1885]
signer-role: کفیل اداره ثبت اسناد واملاک ماسال از طرف صالحه امجدی [128, 1827, 361, 1837]
notice-body: برابر رای شماره ۱۴۰۴۶۰۳۱۸۰۲۲۰۱۸۷۲۷ مورخ ۱۴۰۴/۱۱/۲۷ هیات اول / دوم موضوع قانون تعیین تکلیف وضعیت ثبتی اراضی و ساختمانهای فاقد سند رسمی مستقر در واحد ثبتی حوزه ثبت ملک ماسال تصرفات مالکانه بلامعارض آقای/خانم حسن حسرتی مساف فرزند میرزا قلی بشماره شناسنامه ۴۰ صادره از ماسال در شش دانگ یک قطعه زمین به مساحت ۱۲۰۰ مترمربع پلاک فرعی ۲۱۶ از اصلی ۶۴ بخش ۲۶ گیلان واقع در کتکوله سازو خریداری از مالک رسمی ومحرز گردیده است. لذا به منظور اطلاع عموم مراتب در دو نوبت به فاصله ۱۵ روز آگهی می شود در صورتی که اشخاص نسبت به صدور سند مالکیت متقاضی اعتراضی داشته باشند می توانند از تاریخ انتشار اولین آگهی به مدت دو ماه اعتراض خود را به این اداره تسلیم و پس از اخذ رسید، ظرف مدت یک ماه از تاریخ تسلیم اعتراض، دادخواست خود را به مراجع قضایی تقدیم نمایند. بدیهی است در صورت انقضای مدت مذکور و عدم وصول اعتراض طبق مقررات سند مالکیت صادر خواهد شد. [393, 1162, 671, 1255]
ref-number: شماره: ۱۴۰۵۶۰۳۰۲۰۲۷۰۰۰۳۱۵ [889, 1096, 981, 1104]
notice-footer: م-الف:۱۷۵ ۹۱۵/ شناسه آگهی: ۲۱۵۱۳۷۱ [560, 1838, 671, 1847]
